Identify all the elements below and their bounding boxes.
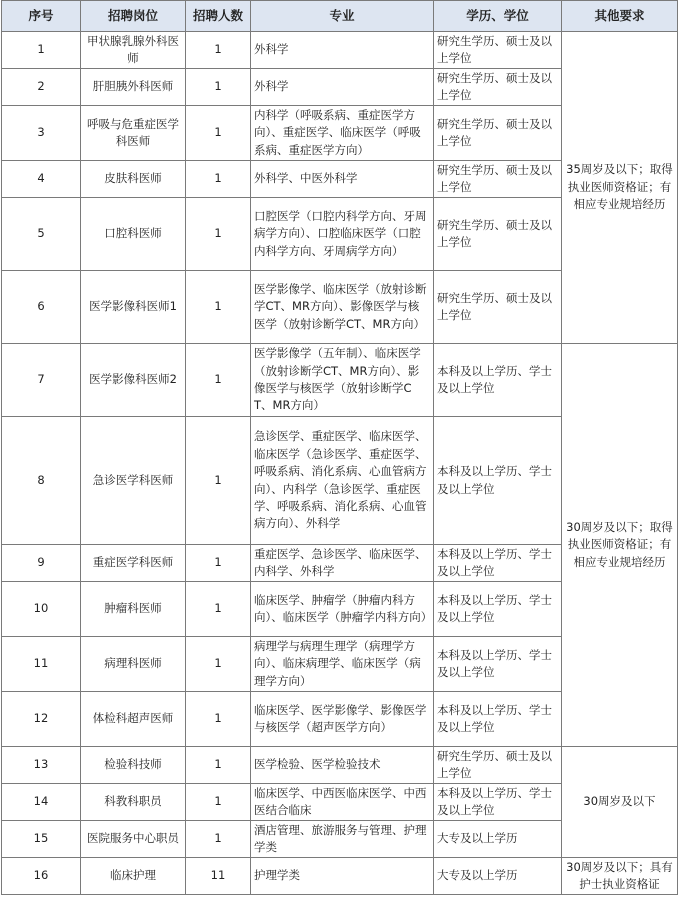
row-count: 1 (186, 161, 251, 198)
row-education: 大专及以上学历 (434, 821, 562, 858)
row-major: 外科学、中医外科学 (251, 161, 434, 198)
row-post: 皮肤科医师 (81, 161, 186, 198)
row-post: 肝胆胰外科医师 (81, 69, 186, 106)
header-post: 招聘岗位 (81, 1, 186, 32)
row-education: 本科及以上学历、学士及以上学位 (434, 344, 562, 417)
row-number: 7 (2, 344, 81, 417)
row-count: 1 (186, 692, 251, 747)
row-post: 医院服务中心职员 (81, 821, 186, 858)
row-education: 本科及以上学历、学士及以上学位 (434, 582, 562, 637)
row-education: 研究生学历、硕士及以上学位 (434, 69, 562, 106)
row-number: 3 (2, 106, 81, 161)
row-number: 14 (2, 784, 81, 821)
row-major: 医学影像学、临床医学（放射诊断学CT、MR方向）、影像医学与核医学（放射诊断学CT、MR方向） (251, 271, 434, 344)
row-education: 研究生学历、硕士及以上学位 (434, 106, 562, 161)
row-number: 8 (2, 417, 81, 545)
row-count: 1 (186, 821, 251, 858)
row-count: 1 (186, 784, 251, 821)
row-education: 本科及以上学历、学士及以上学位 (434, 692, 562, 747)
row-education: 大专及以上学历 (434, 858, 562, 895)
row-count: 11 (186, 858, 251, 895)
row-count: 1 (186, 198, 251, 271)
other-requirements-group-2: 30周岁及以下；取得执业医师资格证；有相应专业规培经历 (562, 344, 678, 747)
row-count: 1 (186, 344, 251, 417)
row-count: 1 (186, 747, 251, 784)
table-row (2, 747, 678, 784)
row-major: 临床医学、中西医临床医学、中西医结合临床 (251, 784, 434, 821)
row-education: 研究生学历、硕士及以上学位 (434, 198, 562, 271)
row-post: 体检科超声医师 (81, 692, 186, 747)
row-number: 6 (2, 271, 81, 344)
row-count: 1 (186, 69, 251, 106)
row-number: 5 (2, 198, 81, 271)
row-major: 临床医学、肿瘤学（肿瘤内科方向）、临床医学（肿瘤学内科方向） (251, 582, 434, 637)
header-row (2, 1, 678, 32)
row-post: 科教科职员 (81, 784, 186, 821)
row-post: 急诊医学科医师 (81, 417, 186, 545)
row-number: 9 (2, 545, 81, 582)
recruitment-table (1, 0, 678, 895)
row-education: 研究生学历、硕士及以上学位 (434, 161, 562, 198)
row-number: 4 (2, 161, 81, 198)
row-education: 研究生学历、硕士及以上学位 (434, 747, 562, 784)
row-number: 2 (2, 69, 81, 106)
row-number: 13 (2, 747, 81, 784)
row-count: 1 (186, 545, 251, 582)
row-education: 本科及以上学历、学士及以上学位 (434, 637, 562, 692)
row-count: 1 (186, 582, 251, 637)
row-major: 酒店管理、旅游服务与管理、护理学类 (251, 821, 434, 858)
row-education: 研究生学历、硕士及以上学位 (434, 271, 562, 344)
other-requirements-group-1: 35周岁及以下；取得执业医师资格证；有相应专业规培经历 (562, 32, 678, 344)
row-major: 内科学（呼吸系病、重症医学方向）、重症医学、临床医学（呼吸系病、重症医学方向） (251, 106, 434, 161)
table-row (2, 858, 678, 895)
row-post: 口腔科医师 (81, 198, 186, 271)
other-requirements-group-3: 30周岁及以下 (562, 747, 678, 858)
row-number: 15 (2, 821, 81, 858)
row-count: 1 (186, 271, 251, 344)
row-major: 护理学类 (251, 858, 434, 895)
row-major: 口腔医学（口腔内科学方向、牙周病学方向）、口腔临床医学（口腔内科学方向、牙周病学方向） (251, 198, 434, 271)
row-number: 16 (2, 858, 81, 895)
row-education: 本科及以上学历、学士及以上学位 (434, 417, 562, 545)
row-number: 10 (2, 582, 81, 637)
header-other: 其他要求 (562, 1, 678, 32)
header-no: 序号 (2, 1, 81, 32)
row-major: 外科学 (251, 32, 434, 69)
row-major: 病理学与病理生理学（病理学方向）、临床病理学、临床医学（病理学方向） (251, 637, 434, 692)
row-post: 肿瘤科医师 (81, 582, 186, 637)
row-count: 1 (186, 417, 251, 545)
row-count: 1 (186, 32, 251, 69)
row-post: 病理科医师 (81, 637, 186, 692)
row-major: 医学检验、医学检验技术 (251, 747, 434, 784)
table-row (2, 344, 678, 417)
row-post: 检验科技师 (81, 747, 186, 784)
row-number: 1 (2, 32, 81, 69)
row-post: 医学影像科医师2 (81, 344, 186, 417)
row-education: 本科及以上学历、学士及以上学位 (434, 545, 562, 582)
header-count: 招聘人数 (186, 1, 251, 32)
row-post: 呼吸与危重症医学科医师 (81, 106, 186, 161)
row-post: 医学影像科医师1 (81, 271, 186, 344)
row-number: 12 (2, 692, 81, 747)
row-education: 本科及以上学历、学士及以上学位 (434, 784, 562, 821)
other-requirements-group-4: 30周岁及以下；具有护士执业资格证 (562, 858, 678, 895)
table-row (2, 32, 678, 69)
row-count: 1 (186, 106, 251, 161)
header-major: 专业 (251, 1, 434, 32)
header-education: 学历、学位 (434, 1, 562, 32)
row-post: 甲状腺乳腺外科医师 (81, 32, 186, 69)
row-post: 重症医学科医师 (81, 545, 186, 582)
row-major: 医学影像学（五年制）、临床医学（放射诊断学CT、MR方向）、影像医学与核医学（放射诊断学CT、MR方向） (251, 344, 434, 417)
row-education: 研究生学历、硕士及以上学位 (434, 32, 562, 69)
row-major: 外科学 (251, 69, 434, 106)
row-post: 临床护理 (81, 858, 186, 895)
row-count: 1 (186, 637, 251, 692)
row-major: 重症医学、急诊医学、临床医学、内科学、外科学 (251, 545, 434, 582)
row-major: 临床医学、医学影像学、影像医学与核医学（超声医学方向） (251, 692, 434, 747)
row-major: 急诊医学、重症医学、临床医学、临床医学（急诊医学、重症医学、呼吸系病、消化系病、心血管病方向）、内科学（急诊医学、重症医学、呼吸系病、消化系病、心血管病方向）、外科学 (251, 417, 434, 545)
row-number: 11 (2, 637, 81, 692)
